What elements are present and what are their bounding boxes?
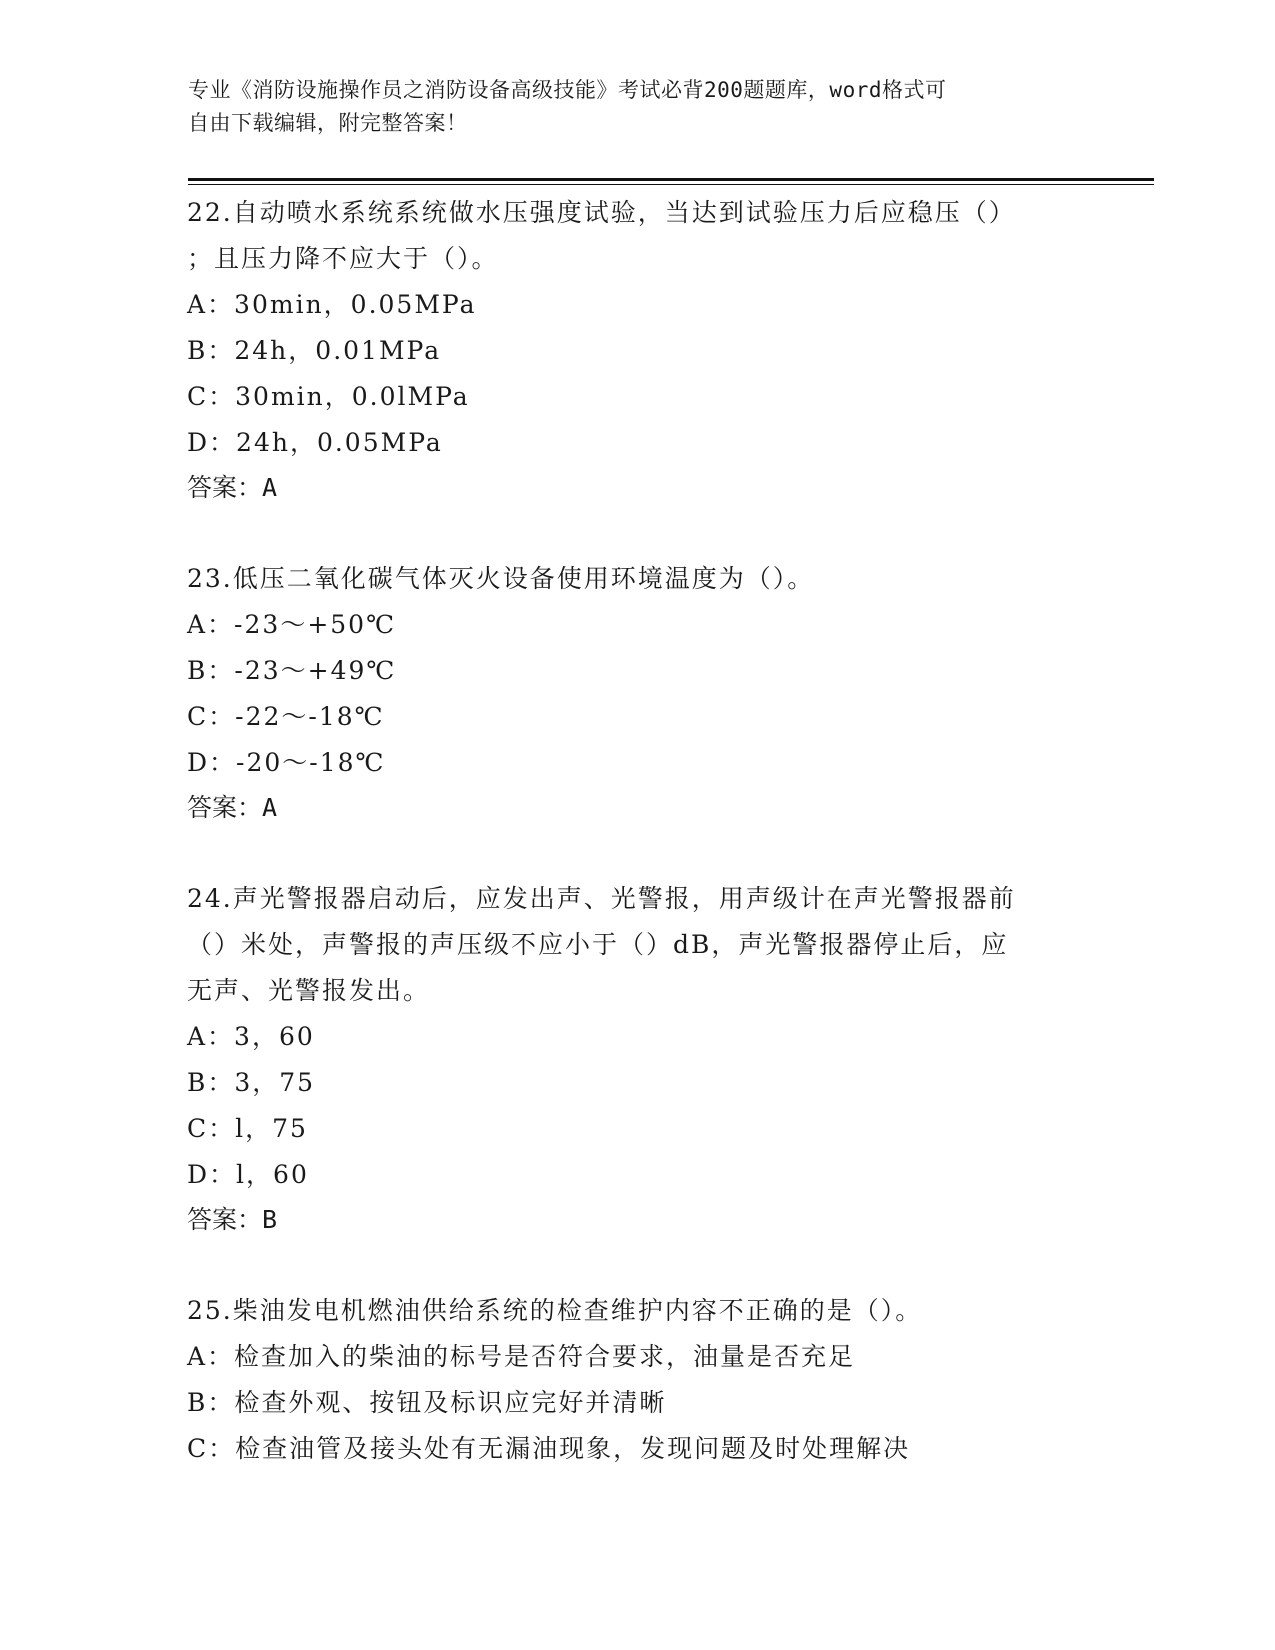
option-a: A：-23～+50℃ bbox=[187, 610, 397, 639]
option-d: D：-20～-18℃ bbox=[187, 748, 386, 777]
question-stem-line: ；且压力降不应大于（）。 bbox=[187, 244, 499, 273]
question-stem-line: 25.柴油发电机燃油供给系统的检查维护内容不正确的是（）。 bbox=[187, 1296, 923, 1325]
header-line-2: 自由下载编辑，附完整答案！ bbox=[188, 111, 468, 135]
header-rule-thin bbox=[188, 184, 1154, 185]
header-rule-thick bbox=[188, 178, 1154, 181]
option-b: B：3，75 bbox=[187, 1068, 316, 1097]
option-d: D：l，60 bbox=[187, 1160, 309, 1189]
answer-label: 答案：B bbox=[187, 1205, 278, 1234]
header-line-1: 专业《消防设施操作员之消防设备高级技能》考试必背200题题库，word格式可 bbox=[188, 78, 947, 102]
question-23 bbox=[187, 556, 1087, 830]
question-24 bbox=[187, 876, 1087, 1242]
answer-label: 答案：A bbox=[187, 473, 278, 502]
option-b: B：-23～+49℃ bbox=[187, 656, 397, 685]
option-c: C：l，75 bbox=[187, 1114, 308, 1143]
question-22 bbox=[187, 190, 1087, 510]
answer-label: 答案：A bbox=[187, 793, 278, 822]
option-a: A：30min，0.05MPa bbox=[187, 290, 477, 319]
question-stem-line: 22.自动喷水系统系统做水压强度试验，当达到试验压力后应稳压（） bbox=[187, 198, 1016, 227]
option-c: C：-22～-18℃ bbox=[187, 702, 385, 731]
question-stem-line: （）米处，声警报的声压级不应小于（）dB，声光警报器停止后，应 bbox=[187, 930, 1009, 959]
question-stem-line: 无声、光警报发出。 bbox=[187, 976, 431, 1005]
option-c: C：检查油管及接头处有无漏油现象，发现问题及时处理解决 bbox=[187, 1434, 911, 1463]
option-b: B：检查外观、按钮及标识应完好并清晰 bbox=[187, 1388, 667, 1417]
document-header bbox=[188, 74, 1068, 140]
question-list bbox=[187, 190, 1087, 1518]
question-25 bbox=[187, 1288, 1087, 1472]
question-stem-line: 23.低压二氧化碳气体灭火设备使用环境温度为（）。 bbox=[187, 564, 815, 593]
question-stem-line: 24.声光警报器启动后，应发出声、光警报，用声级计在声光警报器前 bbox=[187, 884, 1016, 913]
option-b: B：24h，0.01MPa bbox=[187, 336, 442, 365]
option-a: A：检查加入的柴油的标号是否符合要求，油量是否充足 bbox=[187, 1342, 856, 1371]
option-d: D：24h，0.05MPa bbox=[187, 428, 443, 457]
option-a: A：3，60 bbox=[187, 1022, 315, 1051]
option-c: C：30min，0.0lMPa bbox=[187, 382, 470, 411]
